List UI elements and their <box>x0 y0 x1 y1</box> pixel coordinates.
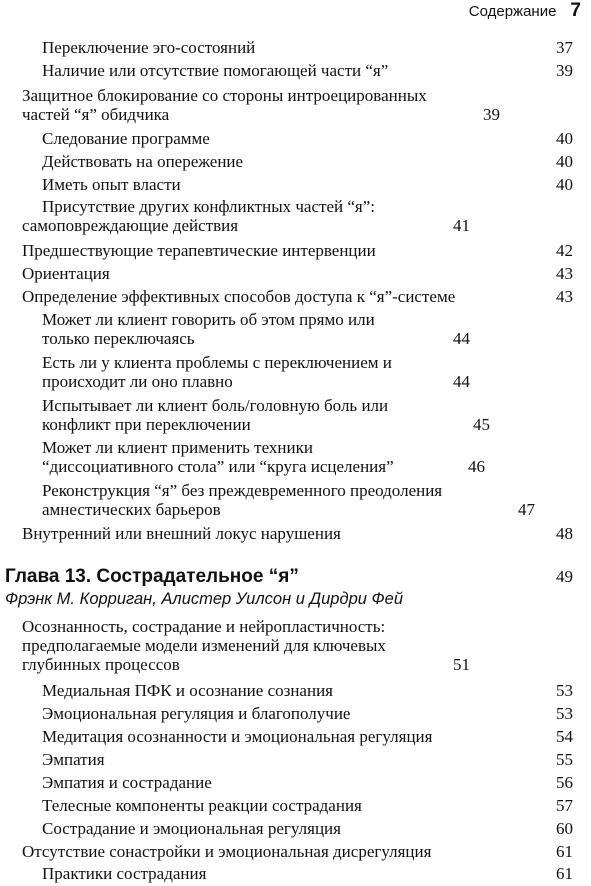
toc-entry-title: Следование программе <box>42 129 210 148</box>
toc-entry-title: Защитное блокирование со стороны интроецированных частей “я” обидчика <box>22 86 427 124</box>
toc-entry-page: 40 <box>556 152 573 171</box>
toc-entry-title: Телесные компоненты реакции сострадания <box>42 796 362 815</box>
toc-entry-title: Практики сострадания <box>42 864 207 883</box>
toc-entry-page: 41 <box>453 216 470 235</box>
toc-entry-page: 56 <box>556 773 573 792</box>
toc-entry <box>22 264 573 283</box>
toc-entry-title: Медитация осознанности и эмоциональная регуляция <box>42 727 433 746</box>
toc-entry <box>22 842 573 861</box>
toc-entry-title: Ориентация <box>22 264 110 283</box>
toc-entry-title: Присутствие других конфликтных частей “я”: самоповреждающие действия <box>22 197 375 235</box>
toc-entry <box>22 617 573 674</box>
toc-entry-page: 43 <box>556 287 573 306</box>
chapter-heading <box>5 566 573 588</box>
chapter-title: Глава 13. Сострадательное “я” <box>5 566 299 587</box>
toc-entry-title: Определение эффективных способов доступа к “я”-системе <box>22 287 456 306</box>
toc-entry-title: Действовать на опережение <box>42 152 244 171</box>
toc-entry <box>42 438 573 476</box>
toc-entry <box>42 61 573 80</box>
toc-entry-title: Может ли клиент применить техники “диссоциативного стола” или “круга исцеления” <box>42 438 394 476</box>
toc-entry <box>22 241 573 260</box>
toc-entry <box>22 86 573 124</box>
toc-entry-page: 61 <box>556 842 573 861</box>
running-head <box>469 0 581 22</box>
toc-entry-page: 39 <box>556 61 573 80</box>
toc-entry <box>42 152 573 171</box>
toc-entry-page: 48 <box>556 524 573 543</box>
toc-entry-title: Внутренний или внешний локус нарушения <box>22 524 341 543</box>
toc-entry <box>42 727 573 746</box>
toc-entry-page: 44 <box>453 329 470 348</box>
toc-entry-page: 46 <box>468 457 485 476</box>
toc-entry-title: Эмпатия и сострадание <box>42 773 212 792</box>
toc-entry-title: Осознанность, сострадание и нейропластичность: предполагаемые модели изменений для ключевых глубинных процессов <box>22 617 386 674</box>
toc-entry-title: Эмоциональная регуляция и благополучие <box>42 704 351 723</box>
toc-entry-page: 37 <box>556 38 573 57</box>
toc-entry-title: Испытывает ли клиент боль/головную боль или конфликт при переключении <box>42 396 389 434</box>
toc-entry-page: 61 <box>556 864 573 883</box>
toc-entry-title: Переключение эго-состояний <box>42 38 256 57</box>
toc-entry <box>22 524 573 543</box>
toc-entry <box>42 129 573 148</box>
toc-entry-title: Может ли клиент говорить об этом прямо или только переключаясь <box>42 310 375 348</box>
toc-entry-page: 42 <box>556 241 573 260</box>
toc-entry <box>22 287 573 306</box>
toc-entry <box>22 197 573 235</box>
toc-entry <box>42 353 573 391</box>
toc-entry-title: Отсутствие сонастройки и эмоциональная дисрегуляция <box>22 842 432 861</box>
toc-entry <box>42 38 573 57</box>
toc-entry-title: Реконструкция “я” без преждевременного преодоления амнестических барьеров <box>42 481 443 519</box>
toc-entry <box>42 704 573 723</box>
toc-entry <box>42 773 573 792</box>
toc-entry-page: 55 <box>556 750 573 769</box>
toc-entry <box>42 819 573 838</box>
toc-entry <box>42 796 573 815</box>
running-head-title: Содержание <box>468 3 557 20</box>
toc-entry-title: Предшествующие терапевтические интервенции <box>22 241 376 260</box>
toc-entry <box>42 481 573 519</box>
toc-entry-title: Медиальная ПФК и осознание сознания <box>42 681 333 700</box>
chapter-authors: Фрэнк М. Корриган, Алистер Уилсон и Дирдри Фей <box>5 590 404 608</box>
toc-entry <box>42 175 573 194</box>
toc-entry <box>42 750 573 769</box>
toc-entry <box>42 681 573 700</box>
toc-entry-page: 57 <box>556 796 573 815</box>
toc-entry-page: 47 <box>518 500 535 519</box>
toc-entry-page: 51 <box>453 655 470 674</box>
toc-entry-page: 43 <box>556 264 573 283</box>
toc-entry-page: 60 <box>556 819 573 838</box>
toc-entry-page: 40 <box>556 175 573 194</box>
toc-entry-title: Сострадание и эмоциональная регуляция <box>42 819 341 838</box>
toc-entry-page: 53 <box>556 681 573 700</box>
toc-entry <box>42 396 573 434</box>
toc-entry-page: 53 <box>556 704 573 723</box>
toc-entry <box>42 864 573 883</box>
page-number: 7 <box>570 0 581 21</box>
chapter-page: 49 <box>556 567 573 586</box>
toc-entry-page: 45 <box>473 415 490 434</box>
toc-entry-title: Есть ли у клиента проблемы с переключением и происходит ли оно плавно <box>42 353 392 391</box>
toc-entry-title: Эмпатия <box>42 750 105 769</box>
toc-entry-page: 39 <box>483 105 500 124</box>
toc-entry-page: 54 <box>556 727 573 746</box>
toc-entry-title: Иметь опыт власти <box>42 175 181 194</box>
toc-entry-page: 44 <box>453 372 470 391</box>
toc-entry-title: Наличие или отсутствие помогающей части “я” <box>42 61 389 80</box>
toc-entry <box>42 310 573 348</box>
toc-entry-page: 40 <box>556 129 573 148</box>
